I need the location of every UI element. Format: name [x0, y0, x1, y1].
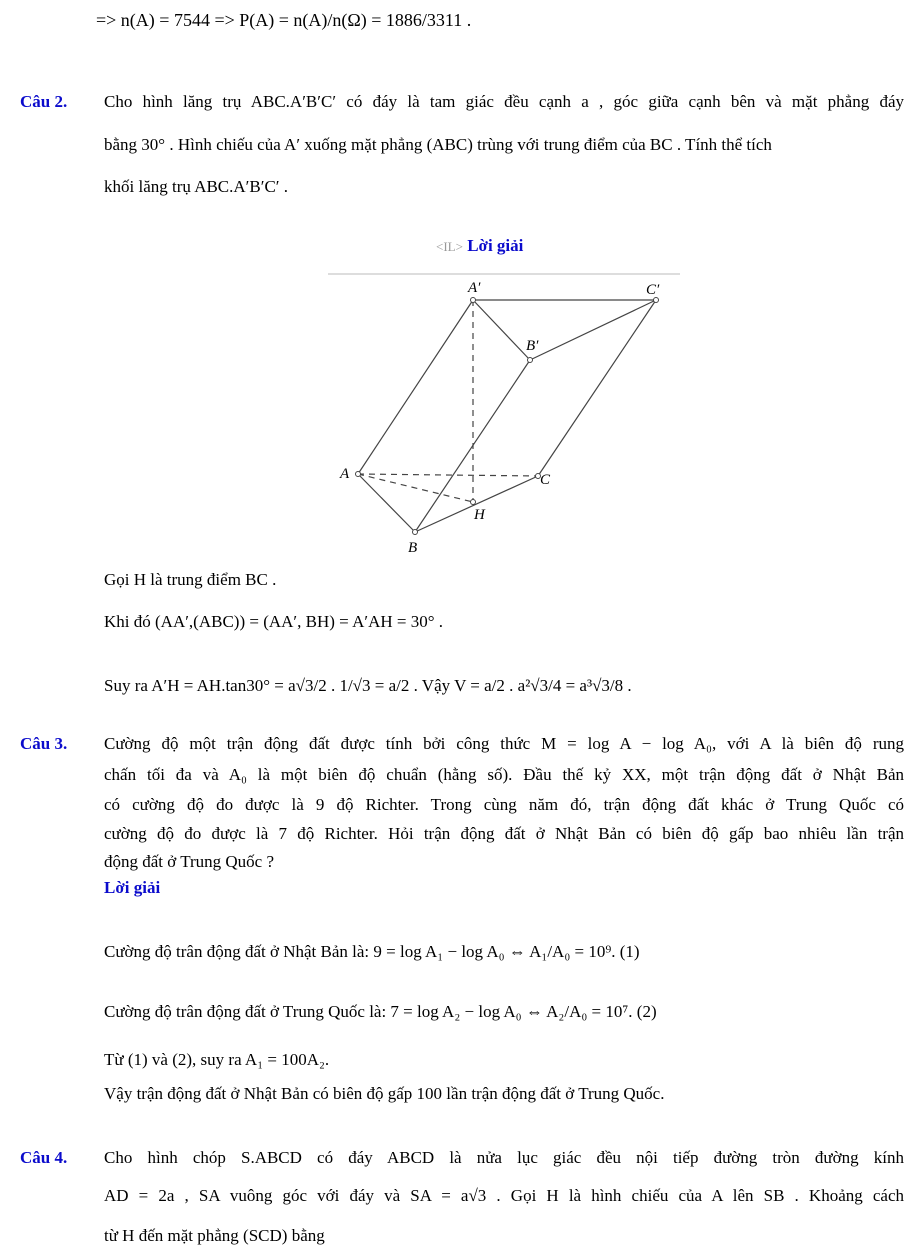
label-B1: B′ [526, 338, 539, 354]
edge-AH-dashed [358, 474, 473, 502]
edge-AB [358, 474, 415, 532]
q3-line4: cường độ đo được là 7 độ Richter. Hỏi trận động đất ở Nhật Bản có biên độ gấp bao nhiêu lần trận [104, 824, 904, 843]
q2-solution-heading [436, 236, 523, 256]
label-A: A [340, 466, 350, 482]
q2-sol3: Suy ra A′H = AH.tan30° = a√3/2 . 1/√3 = a/2 . Vậy V = a/2 . a²√3/4 = a³√3/8 . [104, 676, 632, 695]
q2-line3: khối lăng trụ ABC.A′B′C′ . [104, 177, 289, 196]
q2-sol1: Gọi H là trung điểm BC . [104, 570, 277, 589]
point-H [471, 500, 476, 505]
q4-label: Câu 4. [20, 1148, 68, 1167]
q2-line2: bằng 30° . Hình chiếu của A′ xuống mặt phẳng (ABC) trùng với trung điểm của BC . Tính thể tích [104, 135, 772, 154]
q2-label: Câu 2. [20, 92, 68, 111]
point-C1 [654, 298, 659, 303]
edge-CC1 [538, 300, 656, 476]
q4-line2: AD = 2a , SA vuông góc với đáy và SA = a√3 . Gọi H là hình chiếu của A lên SB . Khoảng cách [104, 1186, 904, 1205]
point-A1 [471, 298, 476, 303]
point-B [413, 530, 418, 535]
point-A [356, 472, 361, 477]
label-C1: C′ [646, 282, 660, 298]
label-C: C [540, 472, 551, 488]
q4-line1: Cho hình chóp S.ABCD có đáy ABCD là nửa lục giác đều nội tiếp đường tròn đường kính [104, 1148, 904, 1167]
q2-sol2: Khi đó (AA′,(ABC)) = (AA′, BH) = A′AH = 30° . [104, 612, 444, 631]
q3-line2: chấn tối đa và A₀ là một biên độ chuẩn (hằng số). Đầu thế kỷ XX, một trận động đất ở Nhật Bản [104, 765, 904, 784]
q3-sol3: Từ (1) và (2), suy ra A₁ = 100A₂. [104, 1050, 330, 1069]
q3-line1: Cường độ một trận động đất được tính bởi công thức M = log A − log A₀, với A là biên độ rung [104, 734, 904, 753]
edge-AC-dashed [358, 474, 538, 476]
q2-line1: Cho hình lăng trụ ABC.A′B′C′ có đáy là tam giác đều cạnh a , góc giữa cạnh bên và mặt phẳng đáy [104, 92, 904, 111]
q3-line5: động đất ở Trung Quốc ? [104, 852, 275, 871]
q3-sol1: Cường độ trân động đất ở Nhật Bản là: 9 = log A₁ − log A₀ ⇔ A₁/A₀ = 10⁹. (1) [104, 942, 640, 961]
q3-solution-title: Lời giải [104, 878, 161, 897]
q3-label: Câu 3. [20, 734, 68, 753]
solution-mark-icon: <IL> [436, 239, 463, 254]
q4-line3: từ H đến mặt phẳng (SCD) bằng [104, 1226, 325, 1245]
label-A1: A′ [468, 280, 481, 296]
prism-figure [320, 270, 690, 560]
q2-solution-title: Lời giải [467, 236, 524, 255]
label-B: B [408, 540, 418, 556]
edge-B1C1 [530, 300, 656, 360]
q3-sol2: Cường độ trân động đất ở Trung Quốc là: 7 = log A₂ − log A₀ ⇔ A₂/A₀ = 10⁷. (2) [104, 1002, 657, 1021]
edge-AA1 [358, 300, 473, 474]
label-H: H [474, 507, 485, 523]
edge-A1B1 [473, 300, 530, 360]
q3-sol4: Vậy trận động đất ở Nhật Bản có biên độ gấp 100 lần trận động đất ở Trung Quốc. [104, 1084, 665, 1103]
point-B1 [528, 358, 533, 363]
top-formula-line: => n(A) = 7544 => P(A) = n(A)/n(Ω) = 1886/3311 . [96, 10, 472, 30]
q3-line3: có cường độ đo được là 9 độ Richter. Trong cùng năm đó, trận động đất khác ở Trung Quốc có [104, 795, 904, 814]
